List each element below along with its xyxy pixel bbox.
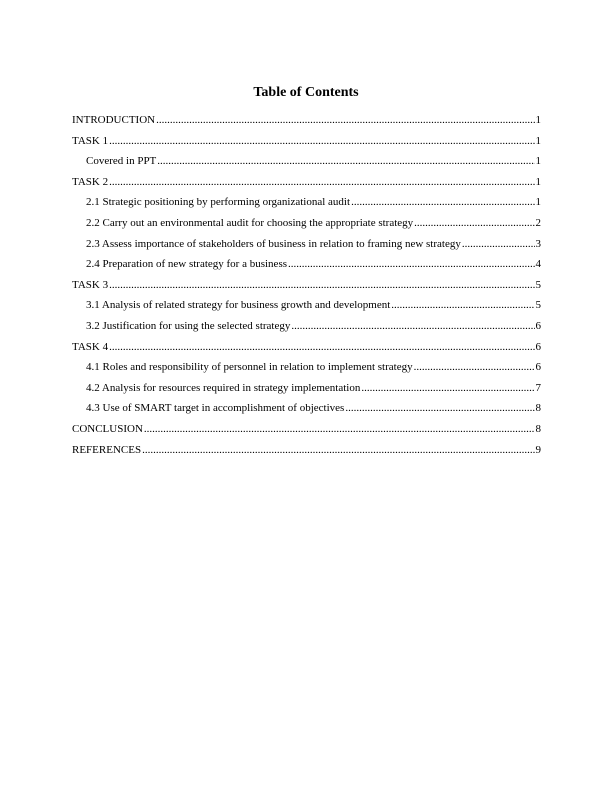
toc-entry-label: TASK 4 (72, 340, 109, 353)
toc-entry[interactable] (72, 360, 541, 381)
toc-dot-leader (351, 195, 534, 209)
toc-entry-label: 2.2 Carry out an environmental audit for choosing the appropriate strategy (86, 216, 414, 229)
toc-entry[interactable] (72, 175, 541, 196)
toc-entry-label: REFERENCES (72, 443, 142, 456)
toc-entry-label: 4.3 Use of SMART target in accomplishment of objectives (86, 402, 345, 415)
toc-page-number: 6 (535, 319, 541, 332)
toc-entry-label: TASK 3 (72, 278, 109, 291)
toc-entry-label: 2.3 Assess importance of stakeholders of business in relation to framing new strategy (86, 237, 461, 250)
toc-entry-label: 3.2 Justification for using the selected strategy (86, 319, 291, 332)
toc-entry[interactable] (72, 422, 541, 443)
toc-entry-label: 4.2 Analysis for resources required in strategy implementation (86, 381, 361, 394)
toc-dot-leader (109, 340, 534, 354)
toc-entry-label: TASK 1 (72, 134, 109, 147)
toc-page-number: 8 (535, 422, 541, 435)
toc-entry[interactable] (72, 340, 541, 361)
toc-dot-leader (109, 134, 534, 148)
toc-title: Table of Contents (253, 85, 359, 100)
toc-entry[interactable] (72, 401, 541, 422)
toc-entry[interactable] (72, 443, 541, 464)
toc-entry[interactable] (72, 278, 541, 299)
toc-page-number: 6 (535, 340, 541, 353)
toc-entry[interactable] (72, 237, 541, 258)
toc-page-number: 7 (535, 381, 541, 394)
toc-entry[interactable] (72, 134, 541, 155)
toc-dot-leader (142, 443, 534, 457)
toc-dot-leader (361, 381, 534, 395)
toc-entry[interactable] (72, 216, 541, 237)
toc-dot-leader (109, 278, 534, 292)
toc-entry-label: 4.1 Roles and responsibility of personnel in relation to implement strategy (86, 361, 413, 374)
table-of-contents (72, 113, 541, 463)
toc-dot-leader (144, 422, 535, 436)
toc-entry-label: TASK 2 (72, 175, 109, 188)
toc-entry[interactable] (72, 298, 541, 319)
toc-entry[interactable] (72, 381, 541, 402)
toc-dot-leader (391, 298, 534, 312)
toc-dot-leader (414, 360, 535, 374)
toc-page-number: 5 (535, 299, 541, 312)
toc-dot-leader (288, 257, 534, 271)
toc-page-number: 5 (535, 278, 541, 291)
toc-page-number: 1 (535, 114, 541, 126)
toc-entry[interactable] (72, 195, 541, 216)
toc-page-number: 4 (535, 258, 541, 271)
toc-dot-leader (345, 401, 534, 415)
toc-entry-label: Covered in PPT (86, 155, 157, 168)
toc-entry-label: 2.1 Strategic positioning by performing organizational audit (86, 196, 351, 209)
toc-dot-leader (414, 216, 534, 230)
toc-page-number: 6 (535, 361, 541, 374)
toc-entry-label: 3.1 Analysis of related strategy for business growth and development (86, 299, 391, 312)
toc-page-number: 1 (535, 196, 541, 209)
toc-entry-label: CONCLUSION (72, 422, 143, 435)
toc-page-number: 1 (535, 155, 541, 168)
toc-entry-label: INTRODUCTION (72, 114, 156, 126)
toc-page-number: 9 (535, 443, 541, 456)
toc-dot-leader (291, 319, 534, 333)
toc-entry[interactable] (72, 154, 541, 175)
toc-page-number: 1 (535, 175, 541, 188)
toc-entry-label: 2.4 Preparation of new strategy for a business (86, 258, 288, 271)
toc-page-number: 2 (535, 216, 541, 229)
toc-entry[interactable] (72, 257, 541, 278)
toc-entry[interactable] (72, 319, 541, 340)
toc-page-number: 8 (535, 402, 541, 415)
toc-dot-leader (157, 154, 534, 168)
toc-dot-leader (156, 113, 534, 127)
toc-dot-leader (462, 237, 535, 251)
toc-page-number: 3 (535, 237, 541, 250)
toc-entry[interactable] (72, 113, 541, 134)
toc-dot-leader (109, 175, 534, 189)
toc-page-number: 1 (535, 134, 541, 147)
